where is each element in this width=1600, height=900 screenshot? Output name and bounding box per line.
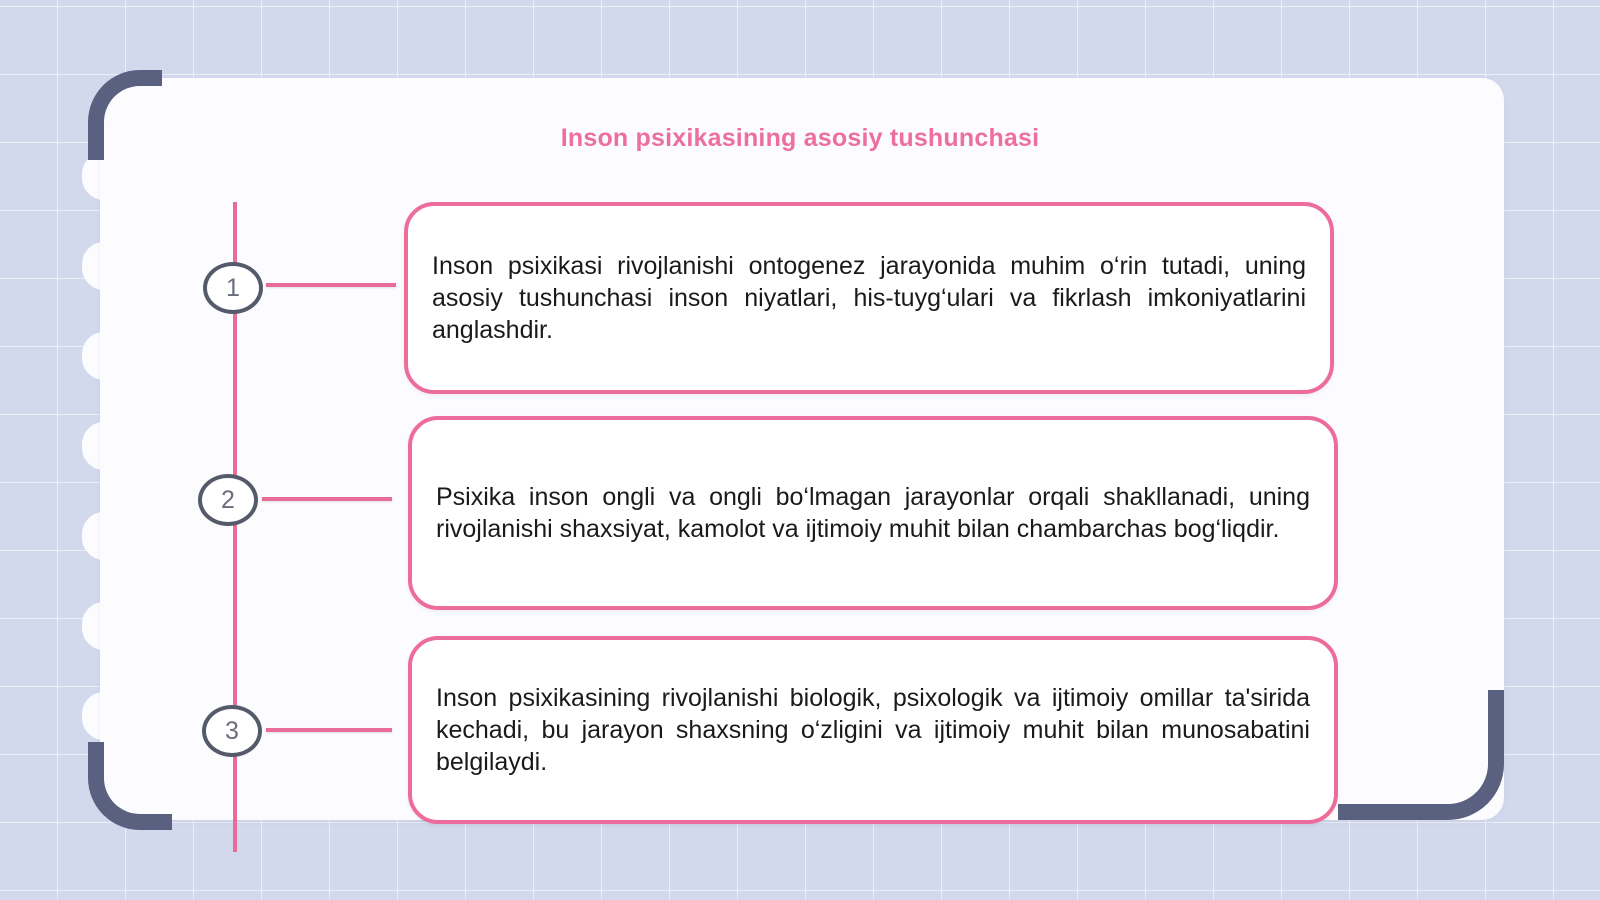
connector-line — [262, 497, 392, 501]
step-card — [408, 416, 1338, 610]
connector-line — [266, 728, 392, 732]
corner-bracket-bottom-left — [88, 742, 172, 830]
connector-line — [266, 283, 396, 287]
step-text: Inson psixikasi rivojlanishi ontogenez jarayonida muhim o‘rin tutadi, uning asosiy tushunchasi inson niyatlari, his-tuyg‘ulari va fikrlash imkoniyatlarini anglashdir. — [432, 252, 1306, 344]
step-card — [404, 202, 1334, 394]
step-text: Inson psixikasining rivojlanishi biologik, psixologik va ijtimoiy omillar ta'sirida kechadi, bu jarayon shaxsning o‘zligini va ijtimoiy muhit bilan munosabatini belgilaydi. — [436, 684, 1310, 776]
slide-title: Inson psixikasining asosiy tushunchasi — [560, 124, 1040, 152]
step-number-badge: 1 — [203, 262, 263, 314]
step-text: Psixika inson ongli va ongli bo‘lmagan jarayonlar orqali shakllanadi, uning rivojlanishi shaxsiyat, kamolot va ijtimoiy muhit bilan chambarchas bog‘liqdir. — [436, 483, 1310, 543]
step-card — [408, 636, 1338, 824]
corner-bracket-bottom-right — [1338, 690, 1504, 820]
step-number-badge: 3 — [202, 705, 262, 757]
step-number-badge: 2 — [198, 474, 258, 526]
